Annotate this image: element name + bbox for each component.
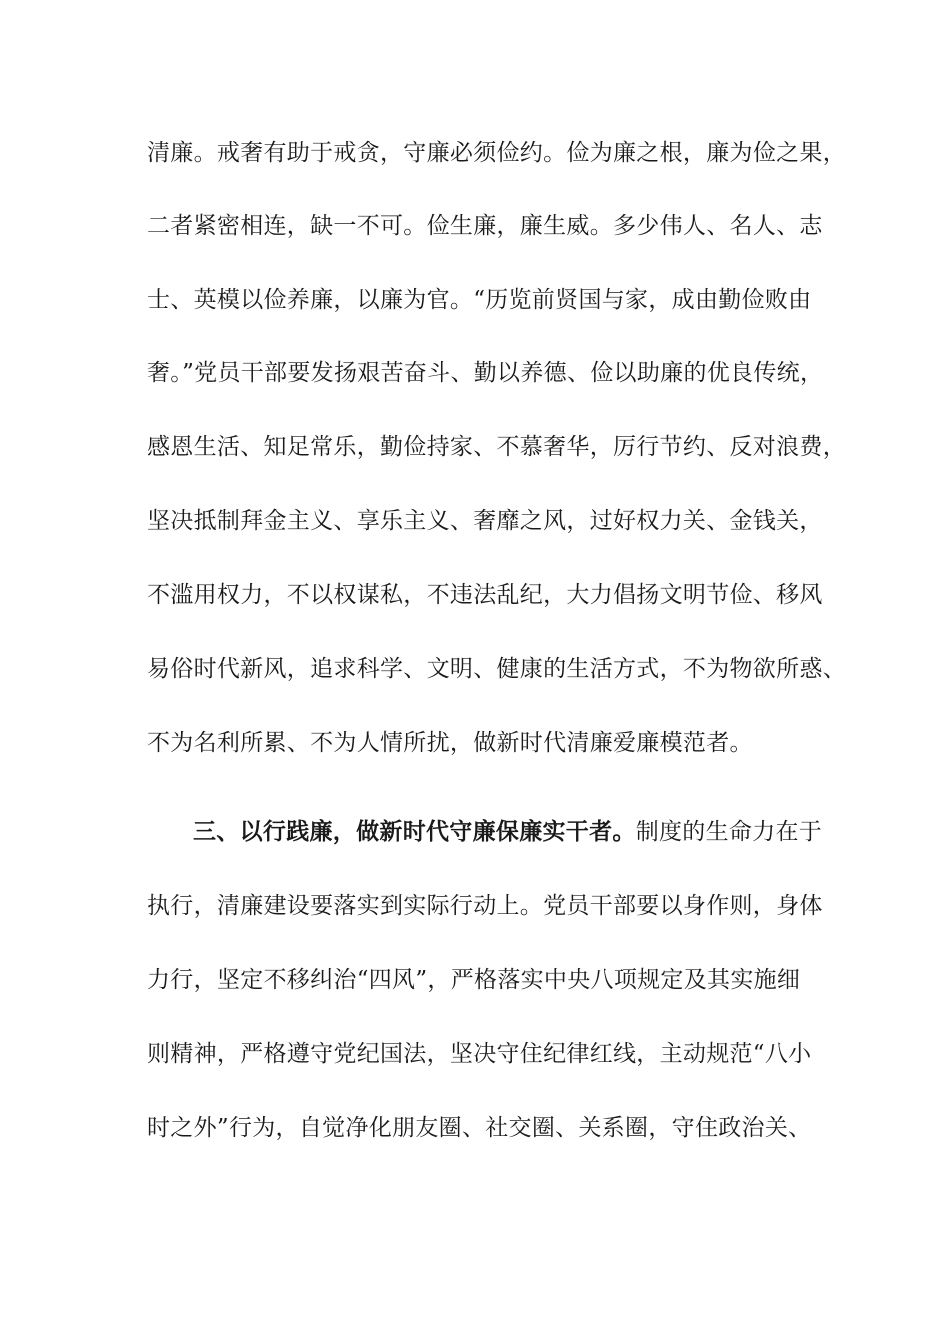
paragraph-line: 士、英模以俭养廉，以廉为官。“历览前贤国与家，成由勤俭败由	[147, 287, 812, 313]
paragraph-line: 感恩生活、知足常乐，勤俭持家、不慕奢华，厉行节约、反对浪费，	[147, 434, 846, 460]
paragraph-line: 二者紧密相连，缺一不可。俭生廉，廉生威。多少伟人、名人、志	[147, 213, 823, 239]
paragraph-line: 力行，坚定不移纠治“四风”，严格落实中央八项规定及其实施细	[147, 967, 801, 993]
paragraph-line: 坚决抵制拜金主义、享乐主义、奢靡之风，过好权力关、金钱关，	[147, 508, 823, 534]
paragraph-line-rest: 制度的生命力在于	[635, 819, 823, 845]
paragraph-line: 不为名利所累、不为人情所扰，做新时代清廉爱廉模范者。	[147, 730, 753, 756]
paragraph-line: 易俗时代新风，追求科学、文明、健康的生活方式，不为物欲所惑、	[147, 656, 846, 682]
paragraph-line: 不滥用权力，不以权谋私，不违法乱纪，大力倡扬文明节俭、移风	[147, 582, 823, 608]
paragraph-line: 清廉。戒奢有助于戒贪，守廉必须俭约。俭为廉之根，廉为俭之果，	[147, 140, 846, 166]
section-heading-line	[193, 817, 823, 847]
paragraph-line: 执行，清廉建设要落实到实际行动上。党员干部要以身作则，身体	[147, 893, 823, 919]
section-heading: 三、以行践廉，做新时代守廉保廉实干者。	[193, 818, 636, 845]
paragraph-line: 则精神，严格遵守党纪国法，坚决守住纪律红线，主动规范“八小	[147, 1041, 812, 1067]
paragraph-line: 时之外”行为，自觉净化朋友圈、社交圈、关系圈，守住政治关、	[147, 1115, 812, 1141]
paragraph-line: 奢。”党员干部要发扬艰苦奋斗、勤以养德、俭以助廉的优良传统，	[147, 360, 824, 386]
